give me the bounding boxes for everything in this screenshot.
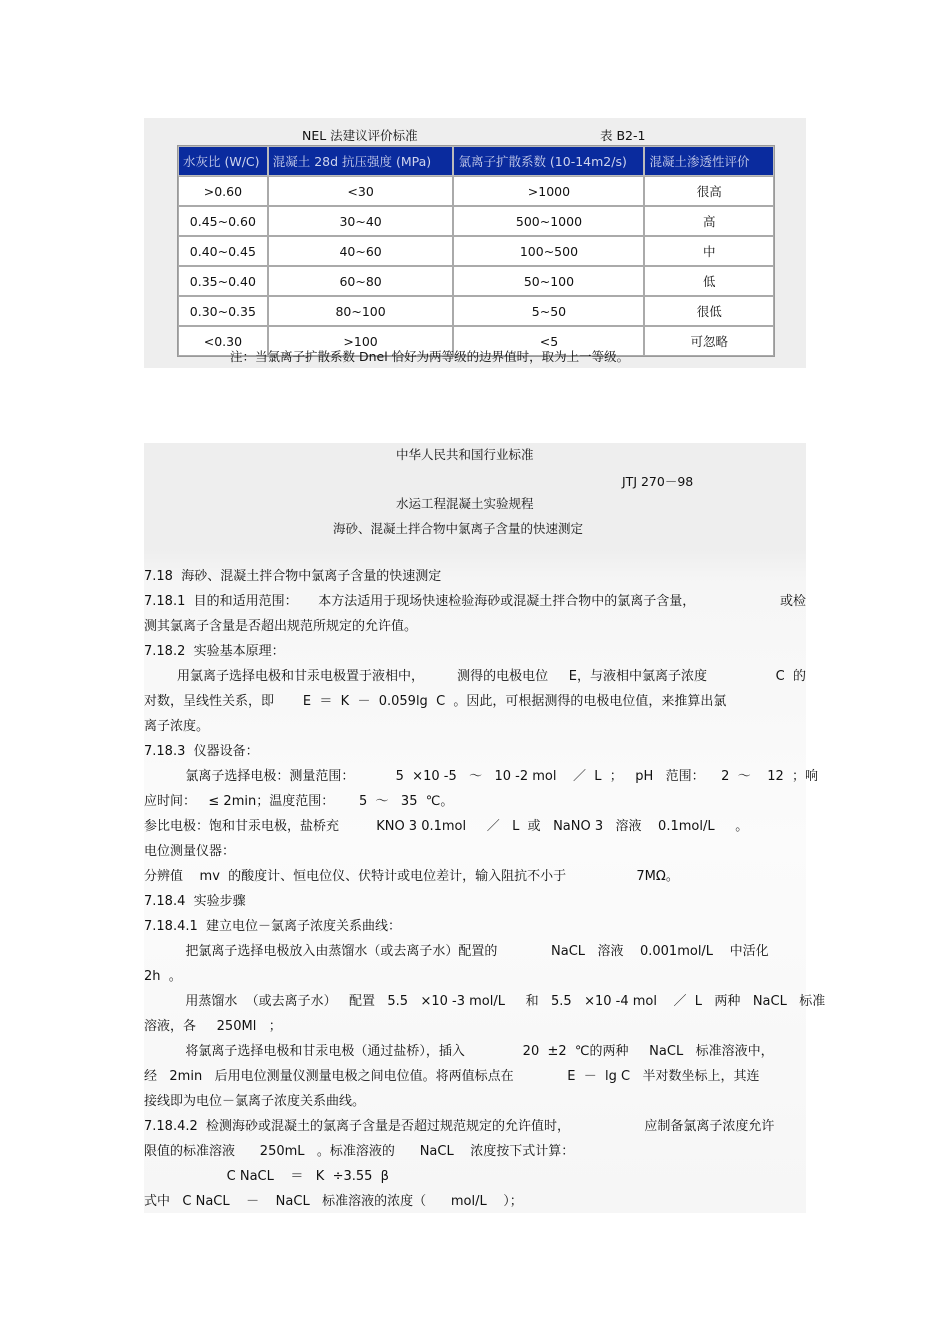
header-strength: 混凝土 28d 抗压强度 (MPa) [268, 146, 454, 176]
header-permeability: 混凝土渗透性评价 [644, 146, 774, 176]
table-header-row [178, 146, 774, 176]
doc-line [144, 917, 806, 937]
doc-line [144, 942, 806, 962]
doc-line-text: 7.18.4.1 建立电位－氯离子浓度关系曲线： [144, 919, 402, 934]
doc-line [144, 1142, 806, 1162]
doc-line-text: 式中 C NaCL － NaCL 标准溶液的浓度（ mol/L ）； [144, 1194, 523, 1209]
table-cell: 中 [644, 236, 774, 266]
doc-line-text: 溶液，各 250Ml ； [144, 1019, 282, 1034]
table-row [178, 266, 774, 296]
table-cell: 5~50 [453, 296, 644, 326]
doc-line [144, 892, 806, 912]
table-cell: 100~500 [453, 236, 644, 266]
doc-line-text: 用蒸馏水 （或去离子水） 配置 5.5 ×10 -3 mol/L 和 5.5 ×10 -4 mol ／ L 两种 NaCL 标准 [144, 994, 826, 1009]
doc-line [144, 967, 806, 987]
table-cell: >100 [268, 326, 454, 356]
doc-line [144, 667, 806, 687]
doc-line [144, 817, 806, 837]
doc-line-text: 应时间： ≤ 2min；温度范围： 5 ～ 35 ℃。 [144, 794, 454, 809]
doc-line-text: 或检 [779, 594, 806, 609]
table-number: 表 B2-1 [600, 128, 646, 143]
doc-line [144, 867, 806, 887]
table-cell: 0.40~0.45 [178, 236, 268, 266]
table-row [178, 296, 774, 326]
doc-line [144, 1192, 806, 1212]
nel-evaluation-table [177, 145, 775, 357]
table-cell: 500~1000 [453, 206, 644, 236]
doc-line [144, 692, 806, 712]
table-cell: 80~100 [268, 296, 454, 326]
doc-line-text: 7.18.4.2 检测海砂或混凝土的氯离子含量是否超过规范规定的允许值时， 应制备氯离子浓度允许 [144, 1119, 775, 1134]
table-cell: <5 [453, 326, 644, 356]
table-cell: 0.35~0.40 [178, 266, 268, 296]
standard-document-panel [144, 443, 826, 1213]
evaluation-table-panel [144, 118, 806, 368]
table-title: NEL 法建议评价标准 [302, 128, 418, 143]
doc-line [144, 842, 806, 862]
table-cell: 高 [644, 206, 774, 236]
doc-line-text: 把氯离子选择电极放入由蒸馏水（或去离子水）配置的 NaCL 溶液 0.001mol/L 中活化 [144, 944, 769, 959]
doc-line [144, 1017, 806, 1037]
doc-line [144, 992, 826, 1012]
doc-line-text: 限值的标准溶液 250mL 。标准溶液的 NaCL 浓度按下式计算： [144, 1144, 575, 1159]
table-cell: 0.30~0.35 [178, 296, 268, 326]
doc-line-text: 氯离子选择电极：测量范围： 5 ×10 -5 ～ 10 -2 mol ／ L ； pH 范围： 2 ～ 12 ；响 [144, 769, 819, 784]
doc-line [144, 742, 806, 762]
doc-header-industry-standard: 中华人民共和国行业标准 [396, 447, 534, 462]
table-row [178, 206, 774, 236]
doc-line-text: 7.18.4 实验步骤 [144, 894, 246, 909]
table-cell: >1000 [453, 176, 644, 206]
doc-line-text: 将氯离子选择电极和甘汞电极（通过盐桥），插入 20 ±2 ℃的两种 NaCL 标准溶液中， [144, 1044, 774, 1059]
doc-line-text: 7.18.2 实验基本原理： [144, 644, 285, 659]
table-cell: 30~40 [268, 206, 454, 236]
table-cell: 可忽略 [644, 326, 774, 356]
doc-line-text: 分辨值 mv 的酸度计、恒电位仪、伏特计或电位差计，输入阻抗不小于 7MΩ。 [144, 869, 679, 884]
doc-header-topic: 海砂、混凝土拌合物中氯离子含量的快速测定 [333, 521, 584, 536]
doc-line-text: 经 2min 后用电位测量仪测量电极之间电位值。将两值标点在 E － lg C 半对数坐标上，其连 [144, 1069, 760, 1084]
doc-line [144, 1067, 806, 1087]
table-cell: 很高 [644, 176, 774, 206]
doc-line [144, 567, 806, 587]
doc-header-regulation: 水运工程混凝土实验规程 [396, 496, 534, 511]
doc-line-text: 电位测量仪器： [144, 844, 236, 859]
doc-line-text: 测其氯离子含量是否超出规范所规定的允许值。 [144, 619, 418, 634]
table-row [178, 236, 774, 266]
table-cell: 低 [644, 266, 774, 296]
table-row [178, 176, 774, 206]
doc-line-text: 7.18.3 仪器设备： [144, 744, 259, 759]
doc-line-text: 对数，呈线性关系，即 E ＝ K － 0.059lg C 。因此，可根据测得的电极电位值，来推算出氯 [144, 694, 727, 709]
doc-line [144, 1117, 806, 1137]
doc-line-text: 7.18 海砂、混凝土拌合物中氯离子含量的快速测定 [144, 569, 442, 584]
doc-line-text: 接线即为电位－氯离子浓度关系曲线。 [144, 1094, 366, 1109]
doc-line [144, 642, 806, 662]
doc-line [144, 1167, 806, 1187]
doc-standard-code: JTJ 270－98 [622, 474, 694, 489]
doc-line [144, 1092, 806, 1112]
doc-line [144, 617, 806, 637]
table-cell: <0.30 [178, 326, 268, 356]
doc-line [144, 717, 806, 737]
table-note: 注：当氯离子扩散系数 Dnel 恰好为两等级的边界值时，取为上一等级。 [230, 349, 630, 364]
doc-line [144, 792, 806, 812]
doc-line-text: 2h 。 [144, 969, 182, 984]
table-cell: >0.60 [178, 176, 268, 206]
doc-line-text: C NaCL ＝ K ÷3.55 β [144, 1169, 389, 1184]
doc-line-text: 参比电极：饱和甘汞电极，盐桥充 KNO 3 0.1mol ／ L 或 NaNO 3 溶液 0.1mol/L 。 [144, 819, 749, 834]
doc-line-text: 7.18.1 目的和适用范围： 本方法适用于现场快速检验海砂或混凝土拌合物中的氯离子含量， [144, 594, 696, 609]
table-cell: 50~100 [453, 266, 644, 296]
doc-line [144, 1042, 806, 1062]
doc-line [144, 767, 819, 787]
table-cell: 40~60 [268, 236, 454, 266]
doc-line-text: 用氯离子选择电极和甘汞电极置于液相中， 测得的电极电位 E，与液相中氯离子浓度 [144, 669, 707, 684]
table-cell: 0.45~0.60 [178, 206, 268, 236]
table-cell: 60~80 [268, 266, 454, 296]
doc-line [144, 592, 806, 612]
header-diffusion: 氯离子扩散系数 (10-14m2/s) [453, 146, 644, 176]
doc-line-text: C 的 [775, 669, 806, 684]
table-cell: 很低 [644, 296, 774, 326]
table-cell: <30 [268, 176, 454, 206]
header-wc-ratio: 水灰比 (W/C) [178, 146, 268, 176]
doc-line-text: 离子浓度。 [144, 719, 210, 734]
